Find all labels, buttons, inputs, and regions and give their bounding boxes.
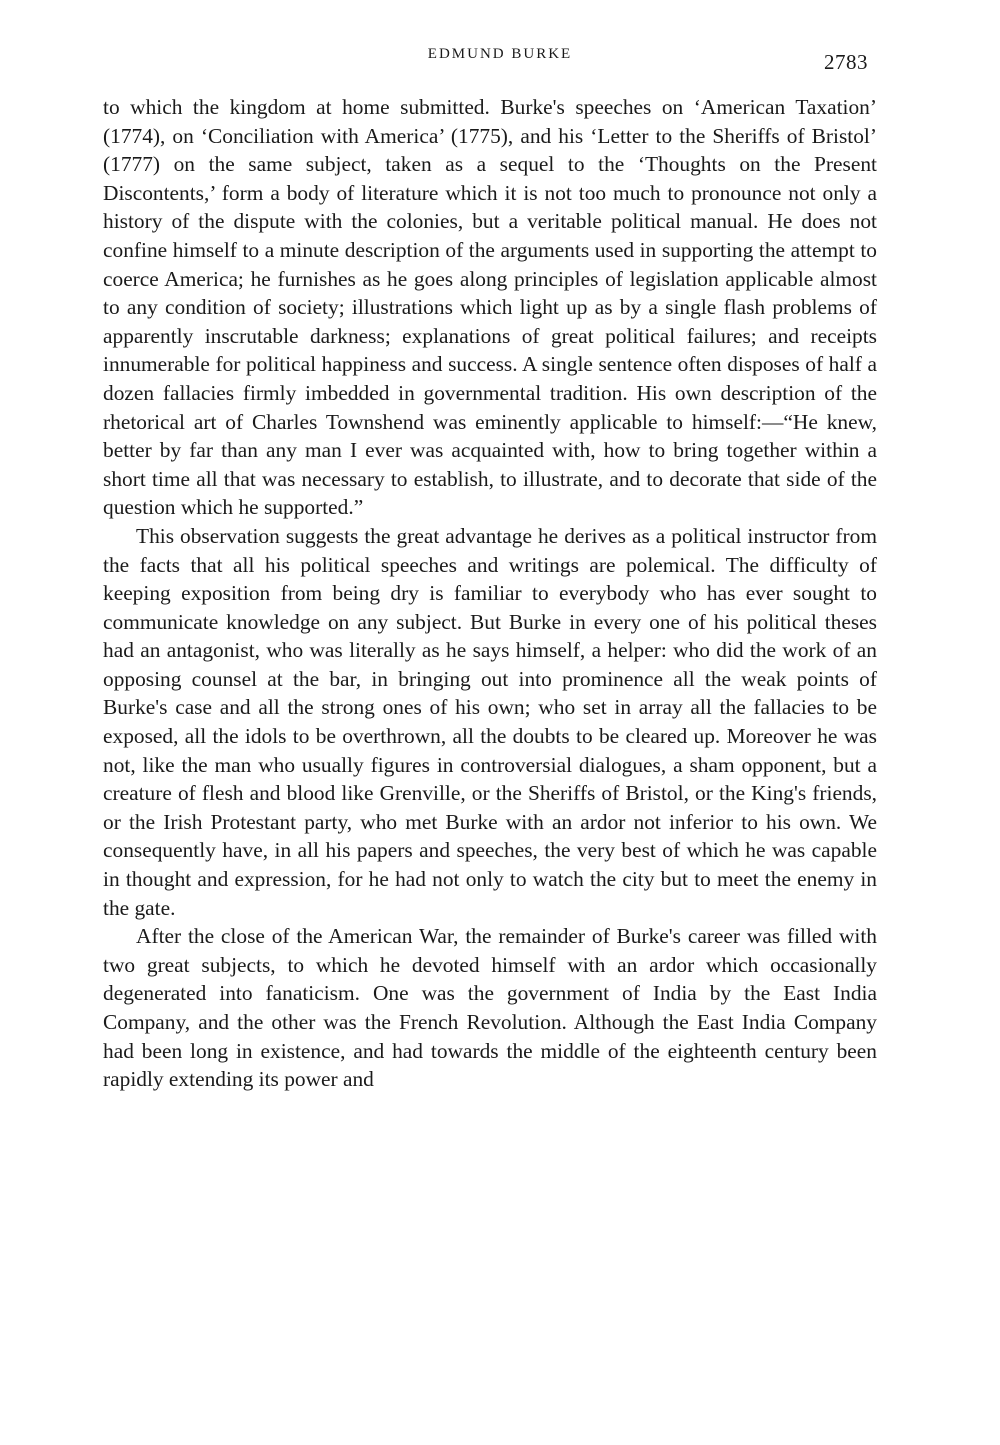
page-number: 2783 (824, 50, 868, 74)
running-head: EDMUND BURKE (427, 46, 573, 62)
paragraph-3: After the close of the American War, the remainder of Burke's career was filled with two great subjects, to which he devoted himself with an ardor which occasionally degenerated into fanaticism. One was the government of India by the East India Company, and the other was the French Revolution. Although the East India Company had been long in existence, and had towards the middle of the eighteenth century been rapidly extending its power and (103, 924, 877, 1092)
paragraph-1-continued: to which the kingdom at home submitted. Burke's speeches on ‘American Taxation’ (1774), on ‘Conciliation with America’ (1775), and his ‘Letter to the Sheriffs of Bristol’ (1777) on the same subject, taken as a sequel to the ‘Thoughts on the Present Discontents,’ form a body of literature which it is not too much to pronounce not only a history of the dispute with the colonies, but a veritable political manual. He does not confine himself to a minute description of the arguments used in supporting the attempt to coerce America; he furnishes as he goes along principles of legislation applicable almost to any condition of society; illustrations which light up as by a single flash problems of apparently inscrutable darkness; explanations of great political failures; and receipts innumerable for political happiness and success. A single sentence often disposes of half a dozen fallacies firmly imbedded in governmental tradition. His own description of the rhetorical art of Charles Townshend was eminently applicable to himself:—“He knew, better by far than any man I ever was acquainted with, how to bring together within a short time all that was necessary to establish, to illustrate, and to decorate that side of the question which he supported.” (103, 95, 877, 520)
paragraph-2: This observation suggests the great advantage he derives as a political instructor from the facts that all his political speeches and writings are polemical. The difficulty of keeping exposition from being dry is familiar to everybody who has ever sought to communicate knowledge on any subject. But Burke in every one of his political theses had an antagonist, who was literally as he says himself, a helper: who did the work of an opposing counsel at the bar, in bringing out into prominence all the weak points of Burke's case and all the strong ones of his own; who set in array all the fallacies to be exposed, all the idols to be overthrown, all the doubts to be cleared up. Moreover he was not, like the man who usually figures in controversial dialogues, a sham opponent, but a creature of flesh and blood like Grenville, or the Sheriffs of Bristol, or the King's friends, or the Irish Protestant party, who met Burke with an ardor not inferior to his own. We consequently have, in all his papers and speeches, the very best of which he was capable in thought and expression, for he had not only to watch the city but to meet the enemy in the gate. (103, 523, 877, 920)
body-text (103, 93, 877, 1094)
